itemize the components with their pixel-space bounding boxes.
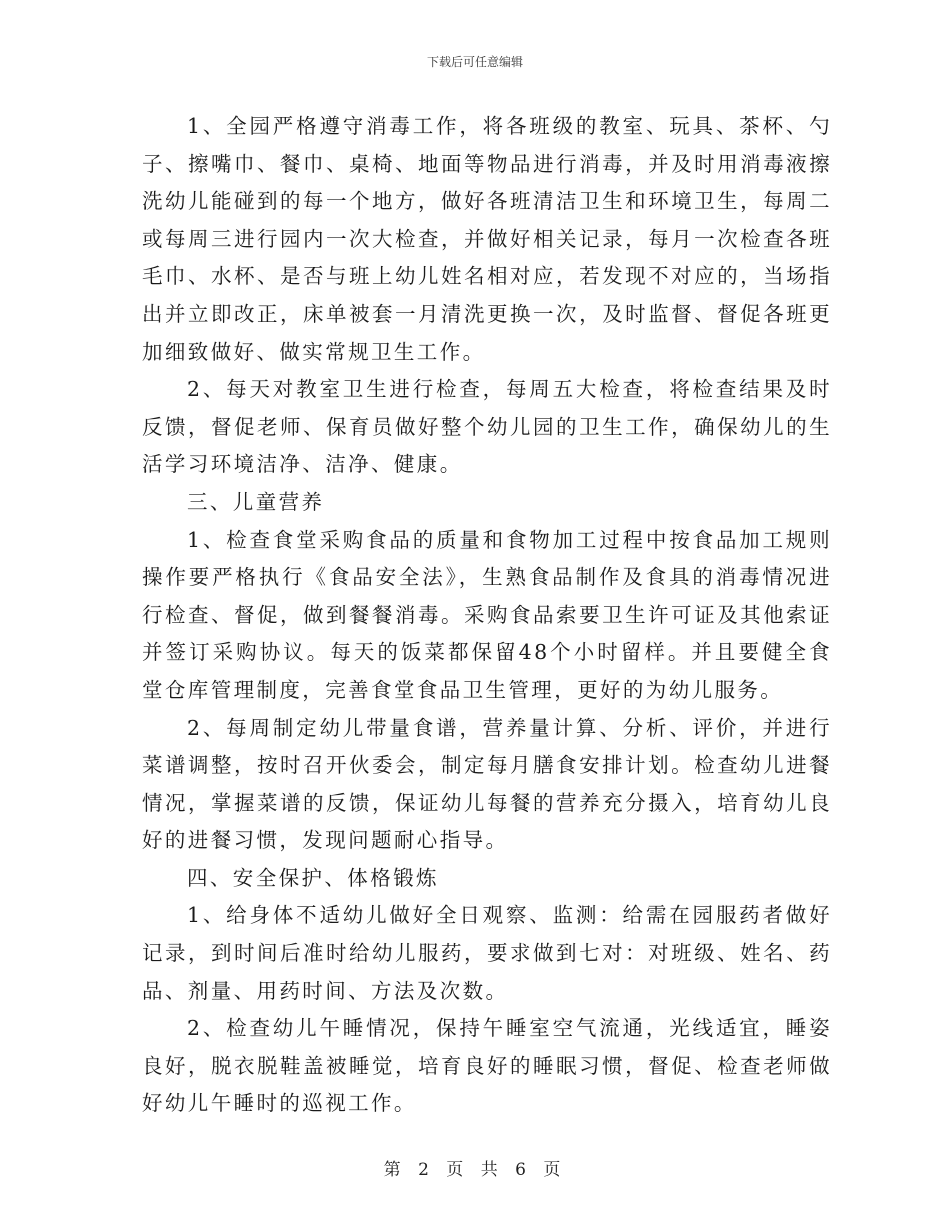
section-heading-nutrition: 三、儿童营养 xyxy=(187,489,325,514)
section-heading-safety: 四、安全保护、体格锻炼 xyxy=(187,865,439,890)
paragraph-nap-check: 2、检查幼儿午睡情况，保持午睡室空气流通，光线适宜，睡姿良好，脱衣脱鞋盖被睡觉，培育良好的睡眠习惯，督促、检查老师做好幼儿午睡时的巡视工作。 xyxy=(142,1016,832,1116)
paragraph-canteen-food: 1、检查食堂采购食品的质量和食物加工过程中按食品加工规则操作要严格执行《食品安全法》，生熟食品制作及食具的消毒情况进行检查、督促，做到餐餐消毒。采购食品索要卫生许可证及其他索证并签订采购协议。每天的饭菜都保留48个小时留样。并且要健全食堂仓库管理制度，完善食堂食品卫生管理，更好的为幼儿服务。 xyxy=(142,527,832,702)
page-header: 下载后可任意编辑 xyxy=(426,55,523,69)
paragraph-weekly-menu: 2、每周制定幼儿带量食谱，营养量计算、分析、评价，并进行菜谱调整，按时召开伙委会，制定每月膳食安排计划。检查幼儿进餐情况，掌握菜谱的反馈，保证幼儿每餐的营养充分摄入，培育幼儿良好的进餐习惯，发现问题耐心指导。 xyxy=(142,715,832,853)
paragraph-medication: 1、给身体不适幼儿做好全日观察、监测：给需在园服药者做好记录，到时间后准时给幼儿服药，要求做到七对：对班级、姓名、药品、剂量、用药时间、方法及次数。 xyxy=(142,903,832,1003)
paragraph-classroom-inspection: 2、每天对教室卫生进行检查，每周五大检查，将检查结果及时反馈，督促老师、保育员做好整个幼儿园的卫生工作，确保幼儿的生活学习环境洁净、洁净、健康。 xyxy=(142,377,832,477)
document-body xyxy=(142,108,832,1123)
paragraph-disinfection: 1、全园严格遵守消毒工作，将各班级的教室、玩具、茶杯、勺子、擦嘴巾、餐巾、桌椅、地面等物品进行消毒，并及时用消毒液擦洗幼儿能碰到的每一个地方，做好各班清洁卫生和环境卫生，每周二或每周三进行园内一次大检查，并做好相关记录，每月一次检查各班毛巾、水杯、是否与班上幼儿姓名相对应，若发现不对应的，当场指出并立即改正，床单被套一月清洗更换一次，及时监督、督促各班更加细致做好、做实常规卫生工作。 xyxy=(142,114,832,364)
page-number: 第 2 页 共 6 页 xyxy=(383,1160,567,1180)
